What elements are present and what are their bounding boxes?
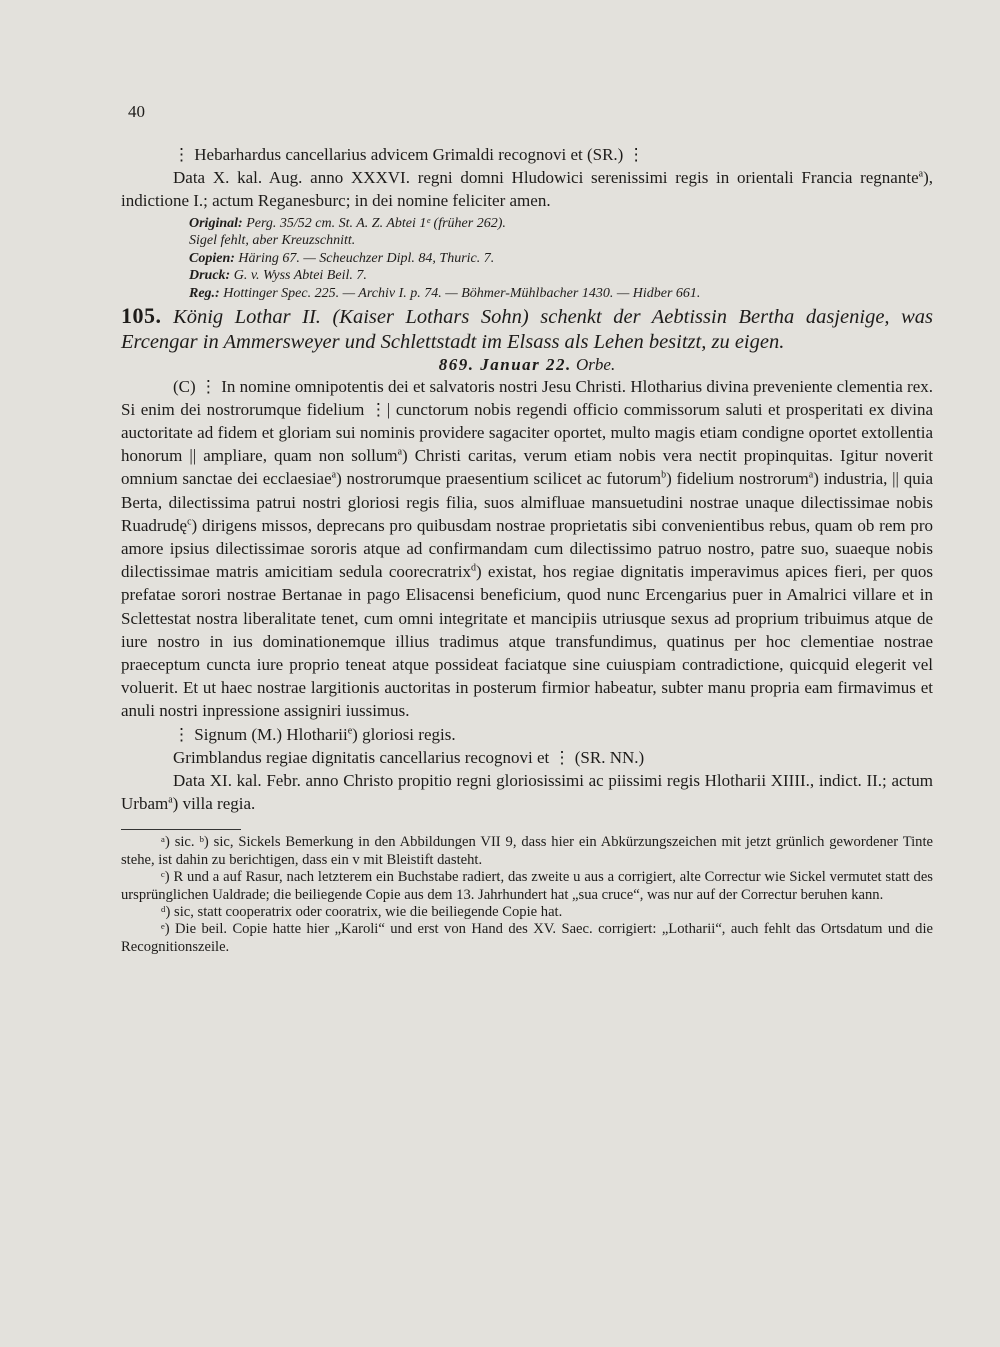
footnote-d: ᵈ) sic, statt cooperatrix oder cooratrix, wie die beiliegende Copie hat.	[161, 904, 563, 921]
footnote-ab: ᵃ) sic. ᵇ) sic, Sickels Bemerkung in den Abbildungen VII 9, dass hier ein Abkürzungszeichen mit jetzt grünlich gewordener Tinte stehe, ist dahin zu berichtigen, dass ein v mit Bleistift dasteht.	[121, 834, 933, 868]
prev-archival-notes	[121, 215, 933, 303]
prev-dating-line: Data X. kal. Aug. anno XXXVI. regni domni Hludowici serenissimi regis in orientali Francia regnante$^a$), indictione I.; actum Reganesburc; in dei nomine feliciter amen.	[121, 168, 933, 211]
footnote-e: ᵉ) Die beil. Copie hatte hier „Karoli“ und erst von Hand des XV. Saec. corrigiert: „Lotharii“, auch fehlt das Ortsdatum und die Recognitionszeile.	[121, 921, 933, 955]
footnote-c: ᶜ) R und a auf Rasur, nach letzterem ein Buchstabe radiert, das zweite u aus a corrigiert, alte Correctur wie Sickel vermutet statt des ursprünglichen Ualdrade; die beiliegende Copie aus dem 13. Jahrhundert hat „sua cruce“, was nur auf der Correctur beruhen kann.	[121, 869, 933, 903]
note-regest: Reg.: Hottinger Spec. 225. — Archiv I. p. 74. — Böhmer-Mühlbacher 1430. — Hidber 661.	[189, 285, 701, 301]
text-column	[121, 143, 933, 956]
charter-body: (C) ⋮ In nomine omnipotentis dei et salvatoris nostri Jesu Christi. Hlotharius divina preveniente clementia rex. Si enim dei nostrorumque fidelium ⋮| cunctorum nobis regendi officio commissorum saluti et prosperitati ex divina auctoritate ad fidem et gloriam sui nominis providere sagaciter oportet, multo magis etiam condigne oportet extollentia honorum || ampliare, quam non sollum$^a$) Christi caritas, verum etiam nobis vera nectit propinquitas. Igitur noverit omnium sanctae dei ecclaesiae$^a$) nostrorumque praesentium scilicet ac futorum$^b$) fidelium nostrorum$^a$) industria, || quia Berta, dilectissima patrui nostri gloriosi regis filia, suos almifluae mansuetudini nostrae unaque dilectissimae nobis Ruadrudę$^c$) dirigens missos, deprecans pro quibusdam nostrae proprietatis sibi convenientibus rebus, quam ob rem pro amore ipsius dilectissimae sororis atque ad confirmandam cum dilectissimo patruo nostro, patre suo, suaeque nobis dilectissimae matris amicitiam sedula coorecratrix$^d$) existat, hos regiae dignitatis imperavimus apices fieri, per quos prefatae sorori nostrae Bertanae in pago Elisacensi beneficium, quod nunc Ercengarius puer in Amalrici villare et in Sclettestat nostra liberalitate tenet, cum omni integritate et mancipiis utriusque sexus ad proprium tribuimus atque de iure nostro in ius dominationemque illius tradimus atque transfundimus, quatinus per hoc clementiae nostrae praeceptum cuncta iure proprio teneat atque possideat faciatque sine cuiuspiam contradictione, quicquid elegerit vel voluerit. Et ut haec nostrae largitionis auctoritas in posterum firmior habeatur, subter manu propria eam firmavimus et anuli nostri inpressione assigniri iussimus.	[121, 376, 933, 721]
charter-number: 105.	[121, 302, 162, 328]
prev-recognition-line: ⋮ Hebarhardus cancellarius advicem Grimaldi recognovi et (SR.) ⋮	[173, 145, 645, 164]
page-number: 40	[128, 102, 145, 121]
charter-title: König Lothar II. (Kaiser Lothars Sohn) schenkt der Aebtissin Bertha dasjenige, was Ercengar in Ammersweyer und Schlettstadt im Elsass als Lehen besitzt, zu eigen.	[121, 305, 934, 353]
charter-heading	[121, 303, 933, 355]
charter-date: 869. Januar 22. Orbe.	[438, 354, 616, 374]
recognition-line: Grimblandus regiae dignitatis cancellarius recognovi et ⋮ (SR. NN.)	[173, 747, 645, 767]
note-copies: Copien: Häring 67. — Scheuchzer Dipl. 84, Thuric. 7.	[189, 250, 495, 266]
signum-line: ⋮ Signum (M.) Hlotharii$^e$) gloriosi regis.	[173, 724, 456, 744]
note-print: Druck: G. v. Wyss Abtei Beil. 7.	[189, 268, 367, 284]
note-seal: Sigel fehlt, aber Kreuzschnitt.	[189, 233, 356, 249]
dating-line: Data XI. kal. Febr. anno Christo propitio regni gloriosissimi ac piissimi regis Hlotharii XIIII., indict. II.; actum Urbam$^a$) villa regia.	[121, 771, 933, 814]
note-original: Original: Perg. 35/52 cm. St. A. Z. Abtei 1ᵉ (früher 262).	[189, 215, 506, 231]
footnote-divider	[121, 829, 241, 830]
footnotes	[121, 834, 933, 956]
